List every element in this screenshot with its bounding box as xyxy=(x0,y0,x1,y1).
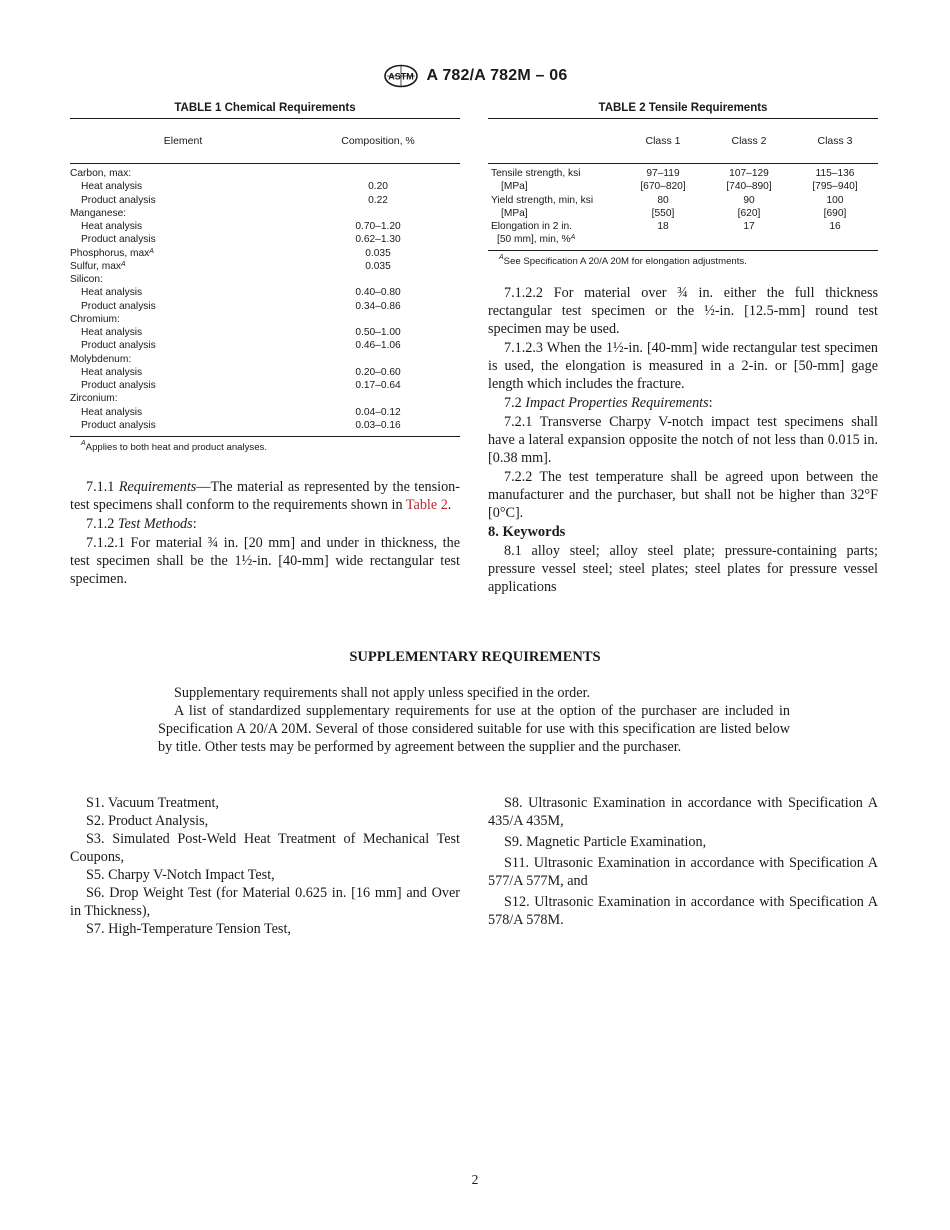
cell: [795–940] xyxy=(812,181,858,193)
table-row xyxy=(488,167,878,180)
cell: 97–119 xyxy=(646,168,680,179)
row-value: 0.03–0.16 xyxy=(355,419,401,431)
table1-col-composition: Composition, % xyxy=(341,135,415,147)
row-label: Tensile strength, ksi xyxy=(491,168,581,179)
row-value: 0.70–1.20 xyxy=(355,221,401,232)
row-label: Heat analysis xyxy=(81,221,143,232)
supplementary-intro-1: Supplementary requirements shall not apply unless specified in the order. xyxy=(174,685,591,701)
row-label: Heat analysis xyxy=(81,366,143,378)
cell xyxy=(706,233,792,246)
cell: 107–129 xyxy=(729,168,769,179)
row-label: Molybdenum: xyxy=(70,353,132,365)
page-header xyxy=(0,64,950,88)
row-label-text: [50 mm], min, % xyxy=(497,234,571,246)
paragraph-7-2: 7.2 Impact Properties Requirements: xyxy=(504,394,713,411)
row-value: 0.20 xyxy=(368,181,388,193)
para-number: 7.1.2 xyxy=(86,516,115,532)
footnote-mark: A xyxy=(499,253,504,261)
table-row xyxy=(70,247,460,260)
supplementary-intro-2: A list of standardized supplementary requirements for use at the option of the purchaser are included in Specification A 20/A 20M. Several of those considered suitable for use with this specification are listed below by title. Other tests may be performed by agreement between the supplier and the purchaser. xyxy=(158,703,790,755)
row-value: 0.04–0.12 xyxy=(355,406,401,418)
cell: 16 xyxy=(829,221,841,232)
table2-link[interactable]: Table 2 xyxy=(405,497,448,513)
table-row xyxy=(70,220,460,233)
table1-title: TABLE 1 Chemical Requirements xyxy=(174,102,356,114)
footnote-mark: A xyxy=(149,247,154,255)
paragraph-7-1-1: 7.1.1 Requirements—The material as represented by the tension-test specimens shall conform to the requirements shown in Table 2. xyxy=(70,479,461,513)
row-value: 0.62–1.30 xyxy=(355,234,401,246)
row-value: 0.40–0.80 xyxy=(355,287,401,299)
cell: [550] xyxy=(651,207,675,219)
cell xyxy=(620,233,706,246)
table2-header-row xyxy=(488,119,878,163)
table-row xyxy=(70,286,460,299)
table1-bottom-rule xyxy=(70,436,460,437)
list-item: S3. Simulated Post-Weld Heat Treatment of Mechanical Test Coupons, xyxy=(70,831,460,865)
row-label: Manganese: xyxy=(70,207,127,219)
para-number: 7.2 xyxy=(504,394,522,411)
right-column xyxy=(488,100,878,596)
para-term: Impact Properties Requirements xyxy=(525,394,709,411)
row-label: [MPa] xyxy=(501,181,528,193)
supplementary-title: SUPPLEMENTARY REQUIREMENTS xyxy=(349,649,601,665)
footnote-text: Applies to both heat and product analyses. xyxy=(85,442,268,453)
paragraph-7-1-2: 7.1.2 Test Methods: xyxy=(86,516,197,532)
table-row xyxy=(70,326,460,339)
table-row xyxy=(488,180,878,193)
row-value: 0.34–0.86 xyxy=(355,300,401,312)
table2-col-class3: Class 3 xyxy=(817,135,853,147)
row-label: Carbon, max: xyxy=(70,168,132,179)
row-value: 0.035 xyxy=(365,260,391,272)
footnote-mark: A xyxy=(570,234,576,242)
table-row xyxy=(70,300,460,313)
section-8-heading: 8. Keywords xyxy=(488,523,566,540)
table-row xyxy=(70,207,460,220)
left-column xyxy=(70,100,460,588)
table-row xyxy=(70,419,460,432)
list-item: S1. Vacuum Treatment, xyxy=(86,795,219,811)
row-label: Elongation in 2 in. xyxy=(491,221,572,232)
row-label-text: Phosphorus, max xyxy=(70,247,150,259)
row-label: Yield strength, min, ksi xyxy=(491,194,594,206)
cell: [690] xyxy=(823,207,847,219)
row-value: 0.50–1.00 xyxy=(355,327,401,338)
table2-col-class2: Class 2 xyxy=(731,135,767,147)
list-item: S6. Drop Weight Test (for Material 0.625 in. [16 mm] and Over in Thickness), xyxy=(70,885,460,919)
row-label xyxy=(70,260,296,273)
supplementary-left-list xyxy=(70,794,460,938)
list-item: S7. High-Temperature Tension Test, xyxy=(86,921,291,937)
paragraph-7-1-2-2: 7.1.2.2 For material over ¾ in. either the full thickness rectangular test specimen or the ½-in. [12.5-mm] round test specimen may be used. xyxy=(488,284,878,337)
table-row xyxy=(488,233,878,246)
row-label: Heat analysis xyxy=(81,287,143,299)
document-id: A 782/A 782M – 06 xyxy=(426,67,568,84)
paragraph-7-1-2-3: 7.1.2.3 When the 1½-in. [40-mm] wide rectangular test specimen is used, the elongation is measured in a 2-in. or [50-mm] gage length which includes the fracture. xyxy=(488,339,878,392)
row-value: 0.20–0.60 xyxy=(355,366,401,378)
footnote-mark: A xyxy=(120,260,126,268)
cell: 80 xyxy=(657,194,669,206)
cell: 115–136 xyxy=(815,168,855,179)
para-text: —The material as represented by the tension-test specimens shall conform to the requirements shown in xyxy=(70,479,461,513)
cell: [670–820] xyxy=(640,181,686,193)
table2-footnote xyxy=(488,253,878,267)
row-label-text: Sulfur, max xyxy=(70,260,121,272)
row-label: Chromium: xyxy=(70,313,120,325)
row-label xyxy=(70,247,296,260)
row-label: Heat analysis xyxy=(81,181,143,193)
cell: 18 xyxy=(657,221,669,232)
paragraph-7-2-2: 7.2.2 The test temperature shall be agreed upon between the manufacturer and the purchaser, but shall not be higher than 32°F [0°C]. xyxy=(488,468,878,521)
table-row xyxy=(70,313,460,326)
supplementary-intro xyxy=(158,684,790,756)
paragraph-7-2-1: 7.2.1 Transverse Charpy V-notch impact test specimens shall have a lateral expansion opposite the notch of not less than 0.015 in. [0.38 mm]. xyxy=(488,413,878,466)
table-row xyxy=(70,406,460,419)
list-item: S2. Product Analysis, xyxy=(86,813,209,829)
table-row xyxy=(70,379,460,392)
table-row xyxy=(70,392,460,405)
cell: [740–890] xyxy=(726,181,772,193)
row-label: Product analysis xyxy=(81,340,156,352)
row-value: 0.035 xyxy=(365,247,391,259)
table-row xyxy=(488,220,878,233)
row-value xyxy=(296,167,460,180)
list-item: S12. Ultrasonic Examination in accordance with Specification A 578/A 578M. xyxy=(488,894,878,928)
list-item: S8. Ultrasonic Examination in accordance with Specification A 435/A 435M, xyxy=(488,795,878,829)
table-row xyxy=(70,194,460,207)
cell: 100 xyxy=(826,194,844,206)
footnote-mark: A xyxy=(81,440,86,447)
cell: 90 xyxy=(743,194,755,206)
paragraph-7-1-2-1: 7.1.2.1 For material ¾ in. [20 mm] and under in thickness, the test specimen shall be the 1½-in. [40-mm] wide rectangular test specimen. xyxy=(70,535,460,587)
row-value: 0.46–1.06 xyxy=(355,340,401,352)
table-row xyxy=(488,194,878,207)
row-label: Product analysis xyxy=(81,380,156,391)
table1-footnote xyxy=(70,442,460,453)
table-row xyxy=(70,180,460,193)
row-label: Product analysis xyxy=(81,194,156,206)
row-value xyxy=(296,353,460,366)
table-row xyxy=(70,339,460,352)
logo-text: ASTM xyxy=(387,71,414,82)
row-label xyxy=(488,233,620,246)
table2-col-class1: Class 1 xyxy=(645,135,681,147)
row-value xyxy=(296,207,460,220)
table2-title: TABLE 2 Tensile Requirements xyxy=(598,102,768,114)
supplementary-right-list xyxy=(488,794,878,932)
table1-header-row xyxy=(70,119,460,163)
cell xyxy=(792,233,878,246)
row-label: Zirconium: xyxy=(70,393,118,405)
list-item: S9. Magnetic Particle Examination, xyxy=(504,834,707,850)
row-value: 0.17–0.64 xyxy=(355,380,401,391)
table-row xyxy=(70,353,460,366)
table-row xyxy=(70,273,460,286)
table1-body xyxy=(70,164,460,436)
astm-logo-icon xyxy=(383,64,419,88)
list-item: S5. Charpy V-Notch Impact Test, xyxy=(86,867,275,883)
list-item: S11. Ultrasonic Examination in accordance with Specification A 577/A 577M, and xyxy=(488,855,878,889)
page-number: 2 xyxy=(471,1172,479,1187)
table2-bottom-rule xyxy=(488,250,878,251)
row-value: 0.22 xyxy=(368,194,388,206)
table-row xyxy=(70,233,460,246)
footnote-text: See Specification A 20/A 20M for elongation adjustments. xyxy=(503,255,747,267)
table1-col-element: Element xyxy=(163,135,203,147)
row-label: Silicon: xyxy=(70,274,103,285)
cell: [620] xyxy=(737,207,761,219)
table-row xyxy=(70,260,460,273)
row-value xyxy=(296,313,460,326)
table-row xyxy=(70,167,460,180)
table2-body xyxy=(488,164,878,250)
cell: 17 xyxy=(743,221,755,232)
row-label: Product analysis xyxy=(81,300,156,312)
table-row xyxy=(70,366,460,379)
row-label: [MPa] xyxy=(501,207,528,219)
row-label: Heat analysis xyxy=(81,406,143,418)
row-label: Product analysis xyxy=(81,234,156,246)
paragraph-8-1: 8.1 alloy steel; alloy steel plate; pressure-containing parts; pressure vessel steel; steel plates; steel plates for pressure vessel applications xyxy=(488,542,878,595)
para-term: Test Methods xyxy=(117,516,193,532)
row-value xyxy=(296,392,460,405)
table-row xyxy=(488,207,878,220)
para-number: 7.1.1 xyxy=(86,479,115,495)
para-term: Requirements xyxy=(118,479,197,495)
row-value xyxy=(296,273,460,286)
row-label: Product analysis xyxy=(81,419,156,431)
row-label: Heat analysis xyxy=(81,327,143,338)
